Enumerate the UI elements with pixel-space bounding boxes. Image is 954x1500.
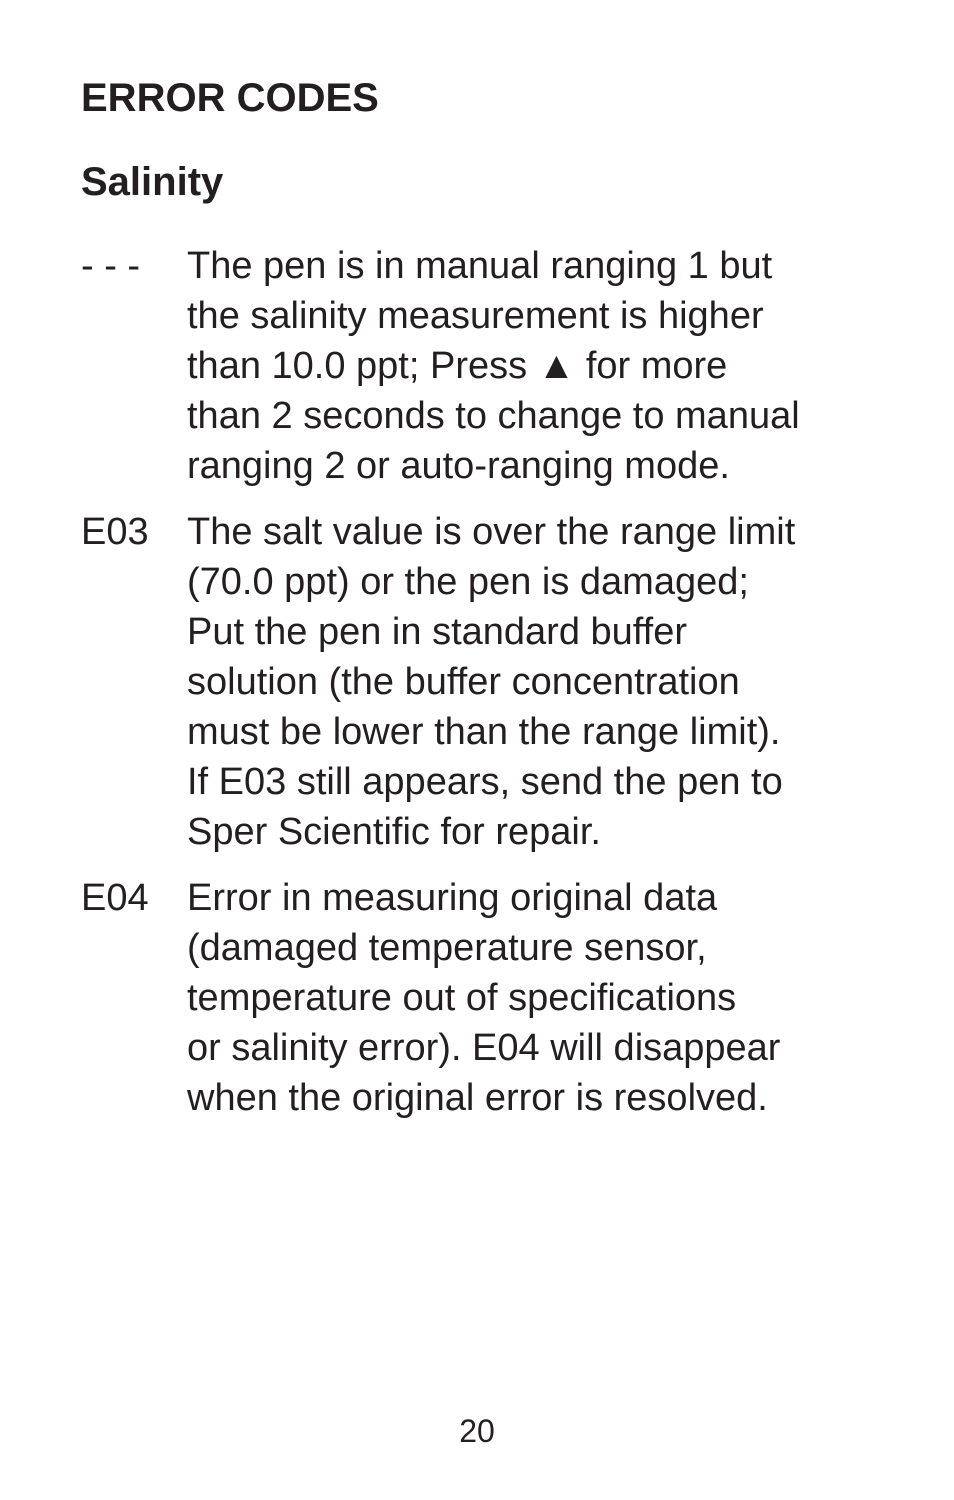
description-line: than 10.0 ppt; Press ▲ for more <box>187 345 728 387</box>
description-line: than 2 seconds to change to manual <box>187 395 800 437</box>
description-line: solution (the buffer concentration <box>187 661 740 703</box>
error-description <box>187 507 877 857</box>
page-number: 20 <box>459 1413 495 1449</box>
section-heading: Salinity <box>81 160 224 204</box>
description-line: Sper Scientific for repair. <box>187 811 601 853</box>
error-code: E04 <box>81 877 149 919</box>
description-line: Put the pen in standard buffer <box>187 611 687 653</box>
description-line: (70.0 ppt) or the pen is damaged; <box>187 561 749 603</box>
description-line: (damaged temperature sensor, <box>187 927 707 969</box>
description-line: If E03 still appears, send the pen to <box>187 761 783 803</box>
description-line: or salinity error). E04 will disappear <box>187 1027 781 1069</box>
description-line: The salt value is over the range limit <box>187 511 796 553</box>
description-line: ranging 2 or auto-ranging mode. <box>187 445 730 487</box>
description-line: when the original error is resolved. <box>187 1077 768 1119</box>
description-line: Error in measuring original data <box>187 877 718 919</box>
error-code: - - - <box>81 245 141 287</box>
description-line: The pen is in manual ranging 1 but <box>187 245 773 287</box>
description-line: the salinity measurement is higher <box>187 295 764 337</box>
page-title: ERROR CODES <box>81 76 379 120</box>
error-description <box>187 241 877 491</box>
error-code: E03 <box>81 511 149 553</box>
description-line: must be lower than the range limit). <box>187 711 781 753</box>
error-description <box>187 873 877 1123</box>
description-line: temperature out of specifications <box>187 977 737 1019</box>
